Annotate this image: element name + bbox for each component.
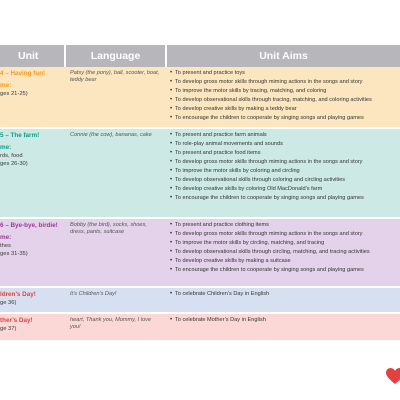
unit-cell (0, 288, 64, 312)
unit-pages: ges 31-35) (0, 251, 28, 257)
unit-theme-label: me: (0, 234, 12, 241)
aim-item: • To encourage the children to cooperate by singing songs and playing games (170, 115, 364, 121)
language-text: Bobby (the bird), socks, shoes, dress, pants, suitcase (70, 222, 147, 236)
unit-pages: ges 21-25) (0, 91, 28, 97)
unit-theme-label: me: (0, 144, 12, 151)
aim-item: • To role-play animal movements and sounds (170, 141, 283, 147)
aim-item: • To improve the motor skills by tracing, matching, and coloring (170, 88, 327, 94)
unit-title: 4 – Having fun! (0, 70, 46, 77)
unit-cell (0, 314, 64, 340)
aims-cell (167, 129, 400, 217)
aim-item: • To improve the motor skills by coloring and circling (170, 168, 300, 174)
aim-item: • To develop observational skills through coloring and circling activities (170, 177, 346, 183)
heart-icon (385, 366, 400, 386)
aim-item: • To develop gross motor skills through miming actions in the songs and story (170, 79, 363, 85)
aim-item: • To develop creative skills by making a teddy bear (170, 106, 297, 112)
unit-pages: ges 26-30) (0, 161, 28, 167)
language-cell (66, 129, 165, 217)
language-text: Patsy (the pony), ball, scooter, boat, teddy bear (70, 70, 160, 84)
unit-line: rds, food (0, 153, 23, 159)
aim-item: • To develop creative skills by coloring Old MacDonald’s farm (170, 186, 323, 192)
aims-cell (167, 67, 400, 127)
aim-item: • To develop gross motor skills through miming actions in the songs and story (170, 159, 363, 165)
unit-theme-label: me: (0, 82, 12, 89)
language-text: It’s Children’s Day! (70, 291, 117, 297)
aims-cell (167, 314, 400, 340)
unit-title: 5 – The farm! (0, 132, 40, 139)
table-row-unit-6 (0, 219, 400, 286)
aims-cell (167, 288, 400, 312)
aim-item: • To develop observational skills through circling, matching, and tracing activities (170, 249, 370, 255)
unit-title: ther’s Day! (0, 317, 33, 324)
aim-item: • To present and practice toys (170, 70, 245, 76)
aim-item: • To celebrate Mother’s Day in English (170, 317, 266, 323)
unit-pages: ge 37) (0, 326, 17, 332)
unit-title: 6 – Bye-bye, birdie! (0, 222, 58, 229)
language-cell (66, 288, 165, 312)
aim-item: • To present and practice food items (170, 150, 261, 156)
unit-pages: ge 36) (0, 300, 17, 306)
aim-item: • To improve the motor skills by circling, matching, and tracing (170, 240, 325, 246)
language-text: heart, Thank you, Mommy, I love you! (70, 317, 152, 331)
language-cell (66, 219, 165, 286)
aim-item: • To present and practice clothing items (170, 222, 269, 228)
table-row-unit-4 (0, 67, 400, 127)
language-cell (66, 67, 165, 127)
aims-cell (167, 219, 400, 286)
table-row-unit-5 (0, 129, 400, 217)
aim-item: • To encourage the children to cooperate by singing songs and playing games (170, 267, 364, 273)
aim-item: • To present and practice farm animals (170, 132, 267, 138)
table-row-mothers-day (0, 314, 400, 340)
header-unit: Unit (0, 45, 64, 67)
header-language: Language (66, 45, 165, 67)
aim-item: • To develop observational skills through tracing, matching, and coloring activities (170, 97, 372, 103)
aim-item: • To encourage the children to cooperate by singing songs and playing games (170, 195, 364, 201)
language-text: Connie (the cow), bananas, cake (70, 132, 152, 138)
aim-item: • To develop creative skills by making a suitcase (170, 258, 291, 264)
unit-line: thes (0, 243, 11, 249)
unit-cell (0, 129, 64, 217)
aim-item: • To celebrate Children’s Day in English (170, 291, 270, 297)
unit-cell (0, 67, 64, 127)
unit-cell (0, 219, 64, 286)
header-unit-aims: Unit Aims (167, 45, 400, 67)
aim-item: • To develop gross motor skills through miming actions in the songs and story (170, 231, 363, 237)
language-cell (66, 314, 165, 340)
unit-title: ldren’s Day! (0, 291, 36, 298)
table-row-childrens-day (0, 288, 400, 312)
